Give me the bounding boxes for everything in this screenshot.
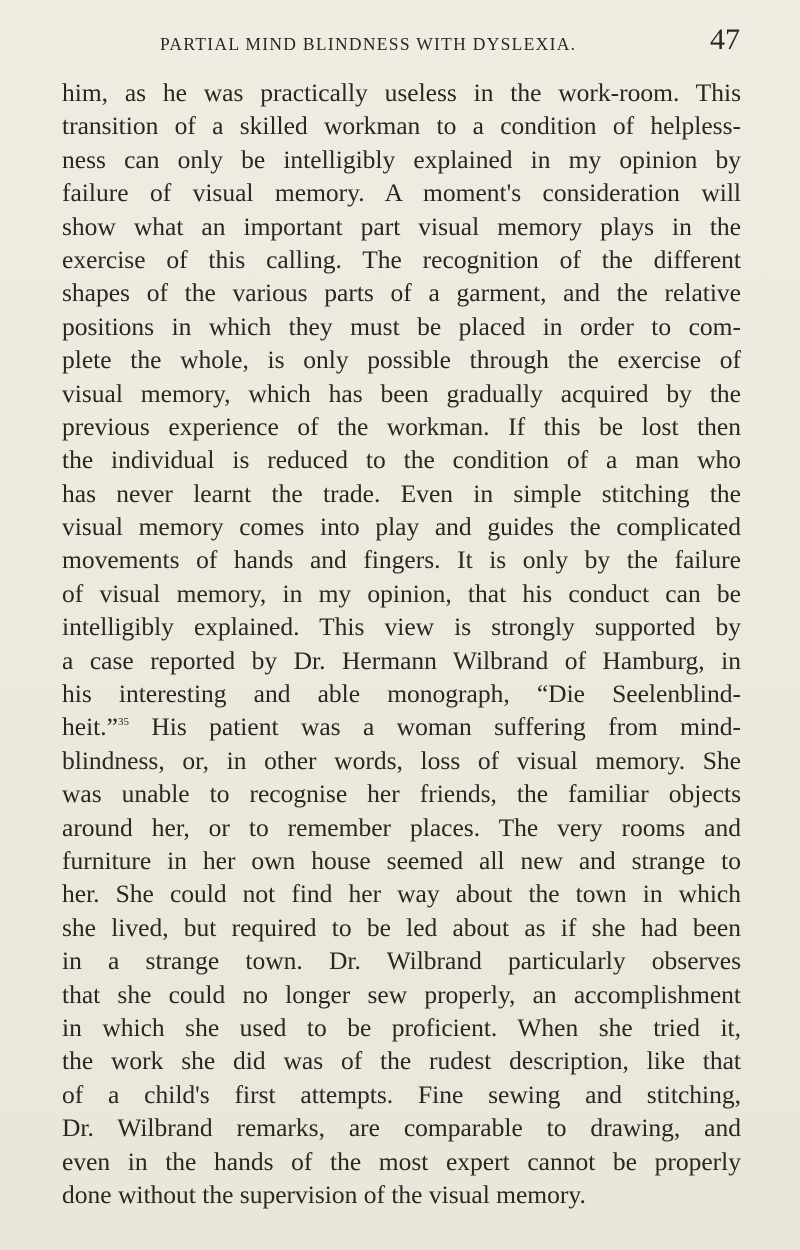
line-start: heit.” [62,712,118,742]
text-line: exercise of this calling. The recognition of the different [62,244,741,274]
text-line: has never learnt the trade. Even in simple stitching the [62,478,741,508]
text-line: of visual memory, in my opinion, that his conduct can be [62,578,741,608]
line-rest: His patient was a woman suffering from mind- [151,712,741,742]
text-line: she lived, but required to be led about as if she had been [62,912,741,942]
text-line: even in the hands of the most expert cannot be properly [62,1146,741,1176]
text-line: his interesting and able monograph, “Die Seelenblind- [62,679,741,709]
text-line: him, as he was practically useless in the work-room. This [62,78,741,107]
text-line: shapes of the various parts of a garment, and the relative [62,278,741,308]
text-line: that she could no longer sew properly, an accomplishment [62,979,741,1009]
text-line: intelligibly explained. This view is strongly supported by [62,612,741,642]
page-number: 47 [710,23,740,56]
text-line: around her, or to remember places. The very rooms and [62,812,741,842]
text-line: of a child's first attempts. Fine sewing and stitching, [62,1079,741,1109]
text-line: in which she used to be proficient. When she tried it, [62,1012,741,1042]
text-line: show what an important part visual memory plays in the [62,211,741,241]
text-line: positions in which they must be placed in order to com- [62,311,741,341]
running-head-title: PARTIAL MIND BLINDNESS WITH DYSLEXIA. [160,34,577,54]
text-line: her. She could not find her way about the town in which [62,879,741,909]
text-line: furniture in her own house seemed all new and strange to [62,845,741,875]
text-line: previous experience of the workman. If this be lost then [62,411,741,441]
text-line: Dr. Wilbrand remarks, are comparable to drawing, and [62,1113,741,1143]
text-line: failure of visual memory. A moment's consideration will [62,178,741,208]
text-line: ness can only be intelligibly explained in my opinion by [62,144,741,174]
text-line: the work she did was of the rudest description, like that [62,1046,741,1076]
text-line: in a strange town. Dr. Wilbrand particularly observes [62,946,741,976]
text-line: transition of a skilled workman to a condition of helpless- [62,111,741,141]
body-text [62,76,741,1211]
text-line: visual memory comes into play and guides the complicated [62,512,741,542]
text-line-with-footnote [62,710,741,743]
text-line-last: done without the supervision of the visual memory. [62,1179,586,1209]
text-line: a case reported by Dr. Hermann Wilbrand of Hamburg, in [62,645,741,675]
text-line: the individual is reduced to the condition of a man who [62,445,741,475]
running-head [60,22,740,62]
text-line: visual memory, which has been gradually acquired by the [62,378,741,408]
text-line: blindness, or, in other words, loss of visual memory. She [62,745,741,775]
footnote-marker: 35 [117,716,129,729]
text-line: plete the whole, is only possible through the exercise of [62,345,741,375]
text-line: was unable to recognise her friends, the familiar objects [62,779,741,809]
text-line: movements of hands and fingers. It is only by the failure [62,545,741,575]
